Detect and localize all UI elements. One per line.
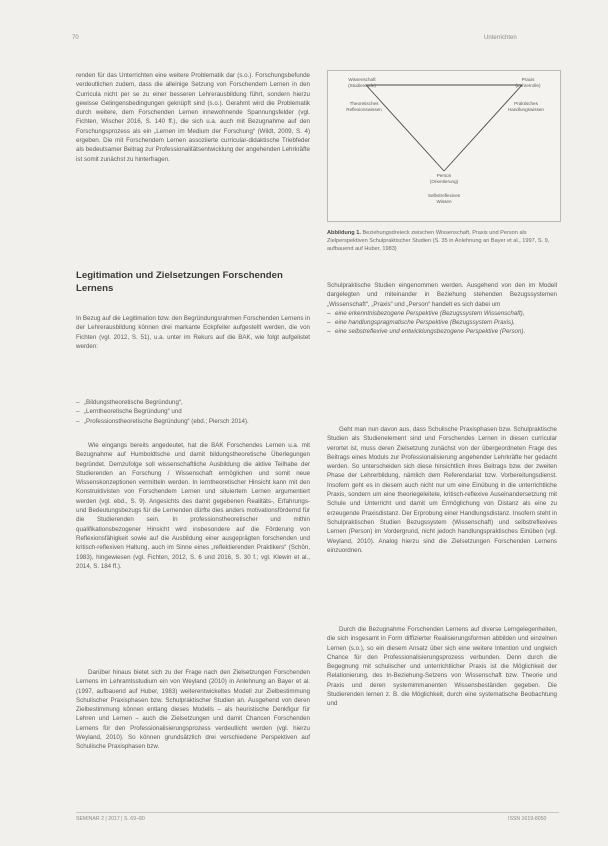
triangle-left-edge (366, 85, 444, 171)
right-paragraph-1 (327, 281, 557, 337)
right-paragraph-1-text: Schulpraktische Studien eingenommen werden. Ausgehend von den im Modell dargelegten und miteinander in Beziehung stehenden Bezugssystemen „Wissenschaft“, „Praxis“ und „Person“ handelt es sich dabei um (327, 282, 557, 308)
left-paragraph-4 (76, 668, 310, 752)
node-praxis (498, 77, 558, 89)
left-paragraph-1-text: renden für das Unterrichten eine weitere Problematik dar (s.o.). Forschungsbefunde verdeutlichen zudem, dass die alleinige Setzung von Forschendem Lernen in den Curricula nicht per se zu einer besseren Lehrerausbildung führt, sondern hierzu gewisse Gelingensbedingungen geknüpft sind (s.o.). Gerahmt wird die Problematik durch weitere, dem Forschenden Lernen innewohnende Spannungsfelder (vgl. Fichten, Wischer 2016, S. 140 ff.), die sich u.a. auch mit Bezugnahme auf den Forschungsprozess als ein „Lernen im Medium der Forschung“ (Wildt, 2009, S. 4) ergeben. Die mit Forschendem Lernen assoziierte curricular-didaktische Triebfeder als bedeutsamer Beitrag zur Professionalitätsentwicklung der angehenden Lehrkräfte ist somit zunächst zu hinterfragen. (76, 72, 310, 163)
left-paragraph-3 (76, 441, 310, 571)
label-theoretisches-reflexionswissen (332, 101, 396, 113)
right-paragraph-2-text: Geht man nun davon aus, dass Schulische Praxisphasen bzw. Schulpraktische Studien als Studienelement sind und Forschendes Lernen in diesen curricular verortet ist, muss deren Zielsetzung zunächst von der übergeordneten Frage des Beitrags eines Moduls zur Professionalisierung angehender Lehrkräfte her gedacht werden. So unterscheiden sich diese hinsichtlich ihres Beitrags bzw. der zweiten Phase der Lehrerbildung, nämlich dem Referendariat bzw. Vorbereitungsdienst. Insofern geht es in diesem auch nicht nur um eine Einübung in die unterrichtliche Praxis, sondern um eine theoriegeleitete, kritisch-reflexive Auseinandersetzung mit Schule und Unterricht und damit um Ermöglichung von Distanz als eine zu erzeugende Praxisdistanz. Der Erprobung einer Handlungsdistanz. Insofern steht in Schulpraktischen Studien Bezugssystem (Wissenschaft) und selbstreflexives Lernen (Person) im Vordergrund, nicht jedoch handlungspraktisches Einüben (vgl. Weyland, 2010). Analog hierzu sind die Zielsetzungen Forschenden Lernens einzuordnen. (327, 426, 557, 554)
label-selbstreflexives-wissen (414, 193, 474, 205)
list-item: – eine erkenntnisbezogene Perspektive (Bezugssystem Wissenschaft), (327, 309, 557, 318)
left-paragraph-2-text: In Bezug auf die Legitimation bzw. den Begründungsrahmen Forschenden Lernens in der Lehrerausbildung können drei markante Eckpfeiler aufgestellt werden, die von Fichten (vgl. 2012, S. 51), u.a. unter im Rekurs auf die BAK, wie folgt aufgelistet werden: (76, 315, 310, 350)
label-mid-right-line2: Handlungswissen (507, 107, 544, 112)
footer-issn: ISSN 1619-8050 (508, 816, 547, 822)
node-wissenschaft-line2: (Studierende) (348, 83, 376, 88)
label-praktisches-handlungswissen (494, 101, 558, 113)
list-item: – „Professionstheoretische Begründung“ (ebd.; Piersch 2014). (76, 417, 310, 426)
running-head: Unterrichten (484, 35, 517, 41)
section-heading: Legitimation und Zielsetzungen Forschenden Lernens (76, 270, 283, 294)
footer-rule (76, 812, 559, 813)
footer-journal: SEMINAR 2 | 2017 | S. 69–80 (76, 816, 145, 822)
label-bottom-line3: Selbstreflexives (427, 193, 461, 198)
list-item: – „Lerntheoretische Begründung“ und (76, 407, 310, 416)
node-praxis-line2: (Lehrerrolle) (515, 83, 541, 88)
triangle-right-edge (444, 85, 522, 171)
figure-caption-text: Beziehungsdreieck zwischen Wissenschaft, Praxis und Person als Zielperspektiven Schulpraktischer Studien (S. 35 in Anlehnung an Bayer et al., 1997, S. 9, aufbauend auf Huber, 1983) (327, 230, 550, 253)
figure-caption-label: Abbildung 1. (327, 230, 361, 236)
label-mid-left-line2: Reflexionswissen (346, 107, 382, 112)
node-wissenschaft-line1: Wissenschaft (348, 77, 376, 82)
label-mid-left-line1: Theoretisches (349, 101, 379, 106)
node-person-line2: (Orientierung) (429, 179, 459, 184)
node-wissenschaft (332, 77, 392, 89)
left-paragraph-3-text: Wie eingangs bereits angedeutet, hat die BAK Forschendes Lernen u.a. mit Bezugnahme auf Humboldtsche und damit bildungstheoretische Überlegungen begründet. Demzufolge soll wissenschaftliche Ausbildung die aktive Teilhabe der Studierenden an Forschung / Wissenschaft ermöglichen und somit neue Wissenskonzeptionen vermitteln werden. In lerntheoretischer Hinsicht kann mit den Konstruktivisten von Forschendem Lernen und situiertem Lernen argumentiert werden (vgl. ebd., S. 9). Angesichts des damit gegebenen Realitäts-, Erfahrungs- und Bedeutungsbezugs für die Lernenden dürfte dies anders motivationsfördernd für die Studierenden sein. In professionstheoretischer und mithin qualifikationsbezogener Hinsicht wird insbesondere auf die Förderung von Reflexionsfähigkeit sowie auf die Ausbildung einer ausgeprägten forschenden und kritisch-reflexiven Haltung, auch im Sinne eines „reflektierenden Praktikers“ (Schön, 1983), hingewiesen (vgl. Fichten, 2012, S. 6 und 2016, S. 30 f.; vgl. Klewin et al., 2014, S. 184 ff.). (76, 442, 310, 570)
node-person-line1: Person (436, 173, 452, 178)
left-list (76, 398, 310, 426)
left-paragraph-2 (76, 314, 310, 351)
list-item: – eine selbstreflexive und entwicklungsbezogene Perspektive (Person). (327, 327, 557, 336)
figure-triangle-diagram (327, 70, 561, 222)
right-paragraph-2 (327, 425, 557, 555)
right-list (327, 309, 557, 337)
right-paragraph-3-text: Durch die Bezugnahme Forschenden Lernens auf diverse Lerngelegenheiten, die sich insgesamt in Form diffizierter Realisierungsformen abbilden und einzelnen Lernen (s.o.), so ein diesem Ansatz über sich eine weitere Intention und ungleich Chance für den Professionalisierungsprozess verbunden. Denn durch die Begegnung mit schulischer und unterrichtlicher Praxis ist die Möglichkeit der Relationierung, des In-Beziehung-Setzens von Wissenschaft bzw. Theorie und Praxis und deren systemimmanenten Wissensbeständen gegeben. Die Studierenden lernen z. B. die Möglichkeit, durch eine systematische Beobachtung und (327, 626, 557, 708)
label-mid-right-line1: Praktisches (514, 101, 538, 106)
label-bottom-line4: Wissen (436, 199, 452, 204)
figure-caption (327, 229, 559, 254)
node-praxis-line1: Praxis (521, 77, 535, 82)
list-item: – eine handlungspragmatische Perspektive (Bezugssystem Praxis), (327, 318, 557, 327)
left-paragraph-4-text: Darüber hinaus bietet sich zu der Frage nach den Zielsetzungen Forschenden Lernens im Lehramtsstudium ein von Weyland (2010) in Anlehnung an Bayer et al. (1997, aufbauend auf Huber, 1983) weiterentwickeltes Modell zur Zielbestimmung Schulischer Praxisphasen bzw. Schulpraktischer Studien an. Ausgehend von deren Zielbestimmung können entlang dieses Modells – als heuristische Denkfigur für Lehren und Lernen – auch die Zielsetzungen und damit Chancen Forschenden Lernens für den Professionalisierungsprozess verdeutlicht werden (vgl. hierzu Weyland, 2010). So können grundsätzlich drei verschiedene Perspektiven auf Schulische Praxisphasen bzw. (76, 669, 310, 751)
page-number: 70 (72, 35, 79, 41)
list-item: – „Bildungstheoretische Begründung“, (76, 398, 310, 407)
left-paragraph-1 (76, 71, 310, 164)
node-person (414, 173, 474, 185)
right-paragraph-3 (327, 625, 557, 709)
